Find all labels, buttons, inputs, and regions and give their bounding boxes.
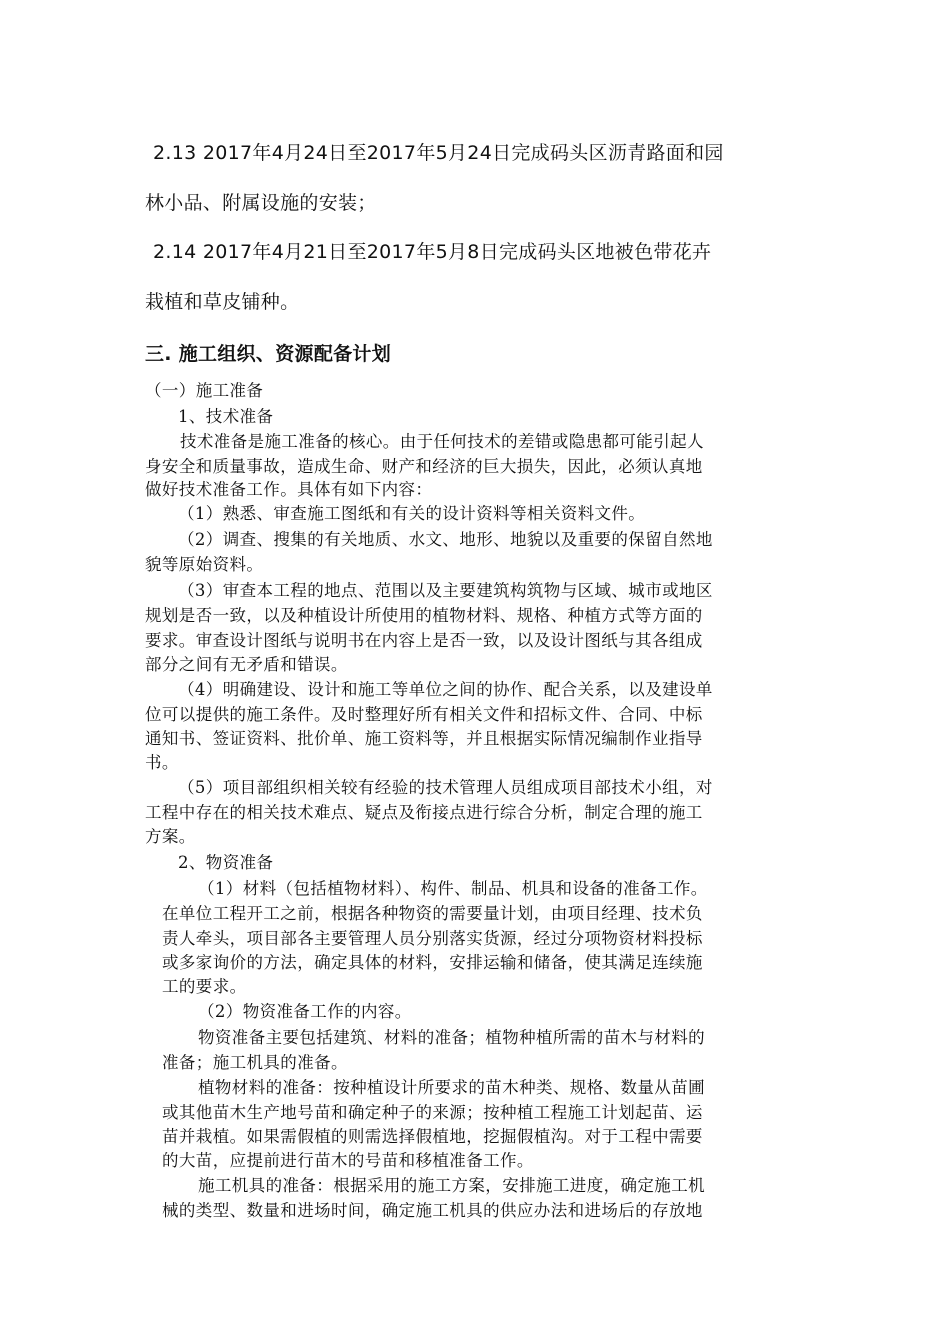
- tech-intro-line: 技术准备是施工准备的核心。由于任何技术的差错或隐患都可能引起人: [180, 432, 704, 451]
- material-p4-line: 的大苗，应提前进行苗木的号苗和移植准备工作。: [162, 1151, 534, 1170]
- subsection-title: （一）施工准备: [145, 381, 264, 400]
- material-p1-line: （1）材料（包括植物材料）、构件、制品、机具和设备的准备工作。: [198, 879, 708, 898]
- tech-heading: 1、技术准备: [178, 407, 274, 426]
- item-2-13-line2: 林小品、附属设施的安装；: [145, 192, 377, 214]
- tech-p3-line: （3）审查本工程的地点、范围以及主要建筑构筑物与区域、城市或地区: [178, 581, 713, 600]
- item-2-13-line1: 2.13 2017年4月24日至2017年5月24日完成码头区沥青路面和园: [153, 142, 724, 164]
- tech-p4-line: 通知书、签证资料、批价单、施工资料等，并且根据实际情况编制作业指导: [145, 729, 703, 748]
- material-p1-line: 在单位工程开工之前，根据各种物资的需要量计划，由项目经理、技术负: [162, 904, 703, 923]
- tech-p3-line: 要求。审查设计图纸与说明书在内容上是否一致，以及设计图纸与其各组成: [145, 631, 703, 650]
- section-title: 三. 施工组织、资源配备计划: [145, 343, 392, 365]
- material-heading: 2、物资准备: [178, 853, 274, 872]
- material-p1-line: 或多家询价的方法，确定具体的材料，安排运输和储备，使其满足连续施: [162, 953, 703, 972]
- tech-p5-line: 方案。: [145, 827, 196, 846]
- material-p1-line: 工的要求。: [162, 977, 247, 996]
- tech-p4-line: 书。: [145, 753, 179, 772]
- tech-p2-line: （2）调查、搜集的有关地质、水文、地形、地貌以及重要的保留自然地: [178, 530, 713, 549]
- material-p3-line: 准备；施工机具的准备。: [162, 1053, 348, 1072]
- tech-intro-line: 做好技术准备工作。具体有如下内容：: [145, 480, 433, 499]
- tech-p5-line: （5）项目部组织相关较有经验的技术管理人员组成项目部技术小组，对: [178, 778, 713, 797]
- material-p4-line: 苗并栽植。如果需假植的则需选择假植地，挖掘假植沟。对于工程中需要: [162, 1127, 703, 1146]
- tech-p1-line: （1）熟悉、审查施工图纸和有关的设计资料等相关资料文件。: [178, 504, 646, 523]
- material-p3-line: 物资准备主要包括建筑、材料的准备；植物种植所需的苗木与材料的: [198, 1028, 705, 1047]
- tech-intro-line: 身安全和质量事故，造成生命、财产和经济的巨大损失，因此，必须认真地: [145, 457, 703, 476]
- item-2-14-line1: 2.14 2017年4月21日至2017年5月8日完成码头区地被色带花卉: [153, 241, 712, 263]
- material-p5-line: 械的类型、数量和进场时间，确定施工机具的供应办法和进场后的存放地: [162, 1201, 703, 1220]
- tech-p5-line: 工程中存在的相关技术难点、疑点及衔接点进行综合分析，制定合理的施工: [145, 803, 703, 822]
- material-p4-line: 植物材料的准备：按种植设计所要求的苗木种类、规格、数量从苗圃: [198, 1078, 705, 1097]
- tech-p4-line: （4）明确建设、设计和施工等单位之间的协作、配合关系，以及建设单: [178, 680, 713, 699]
- item-2-14-line2: 栽植和草皮铺种。: [145, 291, 300, 313]
- tech-p2-line: 貌等原始资料。: [145, 555, 264, 574]
- material-p1-line: 责人牵头，项目部各主要管理人员分别落实货源，经过分项物资材料投标: [162, 929, 703, 948]
- material-p4-line: 或其他苗木生产地号苗和确定种子的来源；按种植工程施工计划起苗、运: [162, 1103, 703, 1122]
- tech-p4-line: 位可以提供的施工条件。及时整理好所有相关文件和招标文件、合同、中标: [145, 705, 703, 724]
- tech-p3-line: 部分之间有无矛盾和错误。: [145, 655, 348, 674]
- material-p2-line: （2）物资准备工作的内容。: [198, 1002, 412, 1021]
- material-p5-line: 施工机具的准备：根据采用的施工方案，安排施工进度，确定施工机: [198, 1176, 705, 1195]
- tech-p3-line: 规划是否一致，以及种植设计所使用的植物材料、规格、种植方式等方面的: [145, 606, 703, 625]
